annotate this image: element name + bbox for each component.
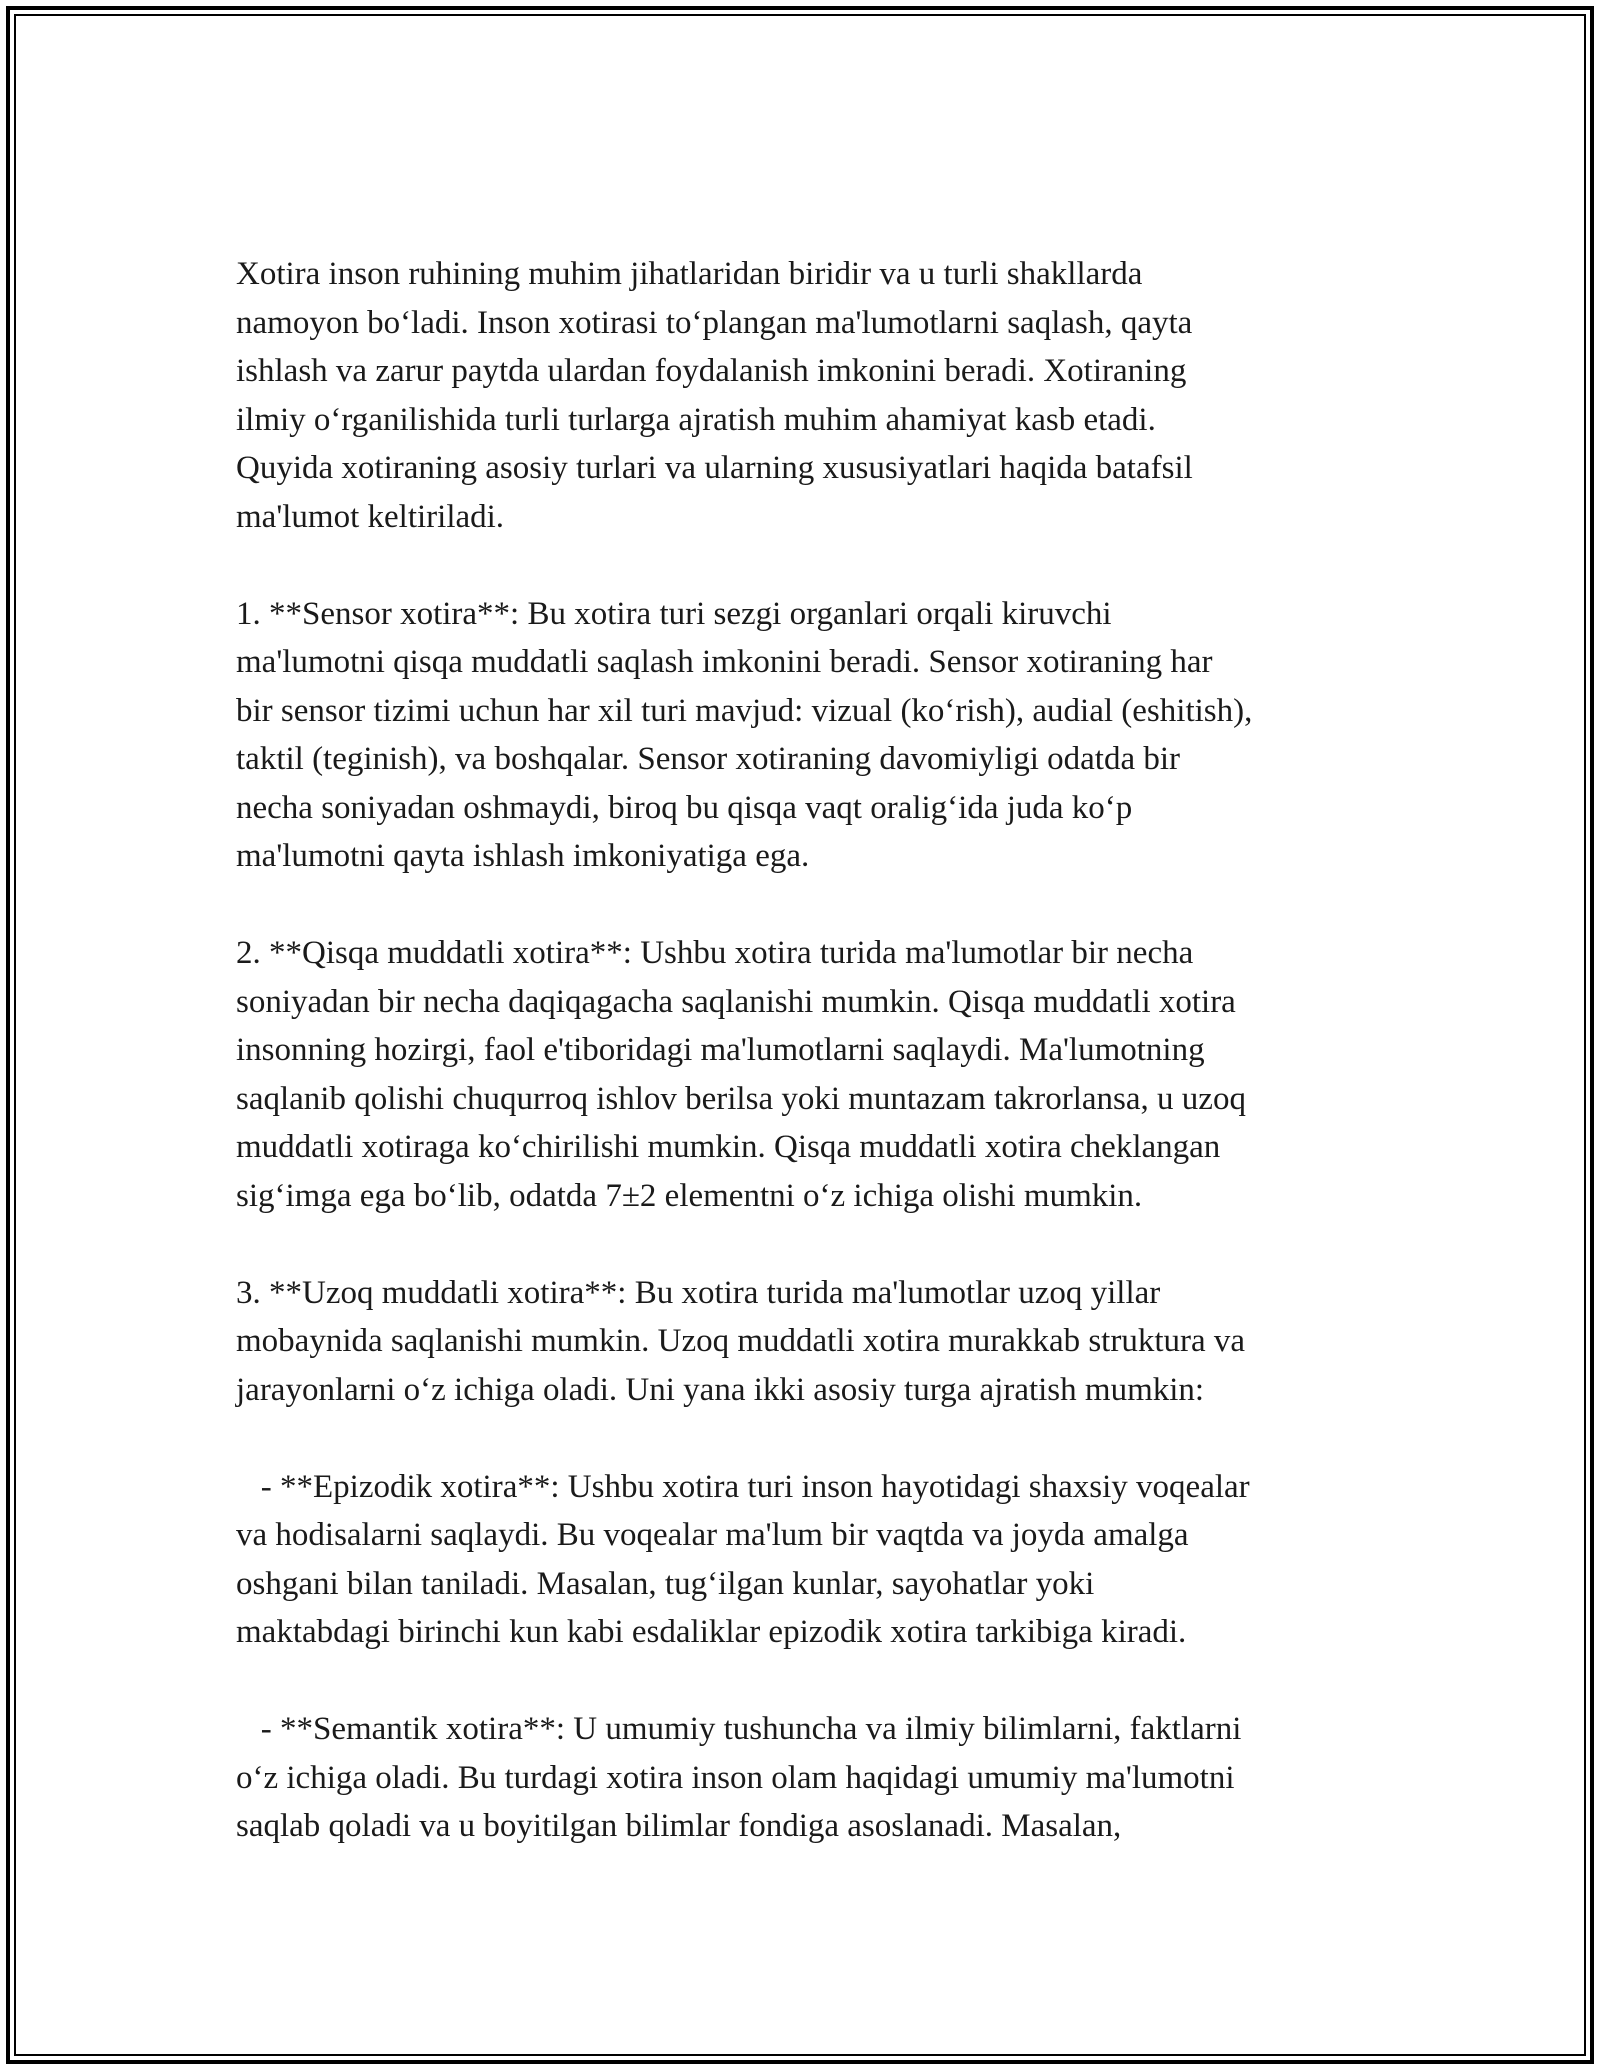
text-line: maktabdagi birinchi kun kabi esdaliklar epizodik xotira tarkibiga kiradi. (236, 1614, 1187, 1650)
text-line: o‘z ichiga oladi. Bu turdagi xotira inson olam haqidagi umumiy ma'lumotni (236, 1759, 1235, 1796)
text-line: saqlanib qolishi chuqurroq ishlov berilsa yoki muntazam takrorlansa, u uzoq (236, 1080, 1246, 1117)
text-line: ma'lumotni qisqa muddatli saqlash imkonini beradi. Sensor xotiraning har (236, 644, 1213, 680)
text-line: jarayonlarni o‘z ichiga oladi. Uni yana ikki asosiy turga ajratish mumkin: (236, 1371, 1205, 1408)
text-line: ma'lumotni qayta ishlash imkoniyatiga ega. (236, 838, 810, 874)
text-line: - **Semantik xotira**: U umumiy tushuncha va ilmiy bilimlarni, faktlarni (236, 1711, 1242, 1747)
text-line: Xotira inson ruhining muhim jihatlaridan biridir va u turli shakllarda (236, 256, 1143, 292)
blank-line (236, 1414, 1376, 1463)
text-line: taktil (teginish), va boshqalar. Sensor xotiraning davomiyligi odatda bir (236, 741, 1180, 777)
text-line: saqlab qoladi va u boyitilgan bilimlar fondiga asoslanadi. Masalan, (236, 1808, 1122, 1844)
text-line: soniyadan bir necha daqiqagacha saqlanishi mumkin. Qisqa muddatli xotira (236, 983, 1236, 1020)
blank-line (236, 1220, 1376, 1269)
text-line: - **Epizodik xotira**: Ushbu xotira turi inson hayotidagi shaxsiy voqealar (236, 1468, 1250, 1505)
text-line: 1. **Sensor xotira**: Bu xotira turi sezgi organlari orqali kiruvchi (236, 595, 1112, 632)
blank-line (236, 881, 1376, 930)
text-line: 2. **Qisqa muddatli xotira**: Ushbu xotira turida ma'lumotlar bir necha (236, 935, 1194, 971)
text-line: 3. **Uzoq muddatli xotira**: Bu xotira turida ma'lumotlar uzoq yillar (236, 1274, 1161, 1311)
text-line: ishlash va zarur paytda ulardan foydalanish imkonini beradi. Xotiraning (236, 353, 1187, 389)
text-line: Quyida xotiraning asosiy turlari va ularning xususiyatlari haqida batafsil (236, 450, 1193, 486)
text-line: ilmiy o‘rganilishida turli turlarga ajratish muhim ahamiyat kasb etadi. (236, 401, 1156, 438)
text-line: muddatli xotiraga ko‘chirilishi mumkin. Qisqa muddatli xotira cheklangan (236, 1129, 1221, 1165)
text-line: va hodisalarni saqlaydi. Bu voqealar ma'lum bir vaqtda va joyda amalga (236, 1517, 1189, 1553)
text-line: namoyon bo‘ladi. Inson xotirasi to‘plangan ma'lumotlarni saqlash, qayta (236, 304, 1193, 341)
text-line: insonning hozirgi, faol e'tiboridagi ma'lumotlarni saqlaydi. Ma'lumotning (236, 1032, 1205, 1068)
blank-line (236, 1657, 1376, 1706)
text-line: mobaynida saqlanishi mumkin. Uzoq muddatli xotira murakkab struktura va (236, 1323, 1246, 1359)
text-line: necha soniyadan oshmaydi, biroq bu qisqa vaqt oralig‘ida juda ko‘p (236, 789, 1133, 826)
text-line: sig‘imga ega bo‘lib, odatda 7±2 elementni o‘z ichiga olishi mumkin. (236, 1177, 1143, 1214)
document-body (236, 250, 1376, 1851)
text-line: ma'lumot keltiriladi. (236, 498, 505, 535)
blank-line (236, 541, 1376, 590)
text-line: bir sensor tizimi uchun har xil turi mavjud: vizual (ko‘rish), audial (eshitish), (236, 692, 1253, 729)
text-line: oshgani bilan taniladi. Masalan, tug‘ilgan kunlar, sayohatlar yoki (236, 1565, 1095, 1602)
